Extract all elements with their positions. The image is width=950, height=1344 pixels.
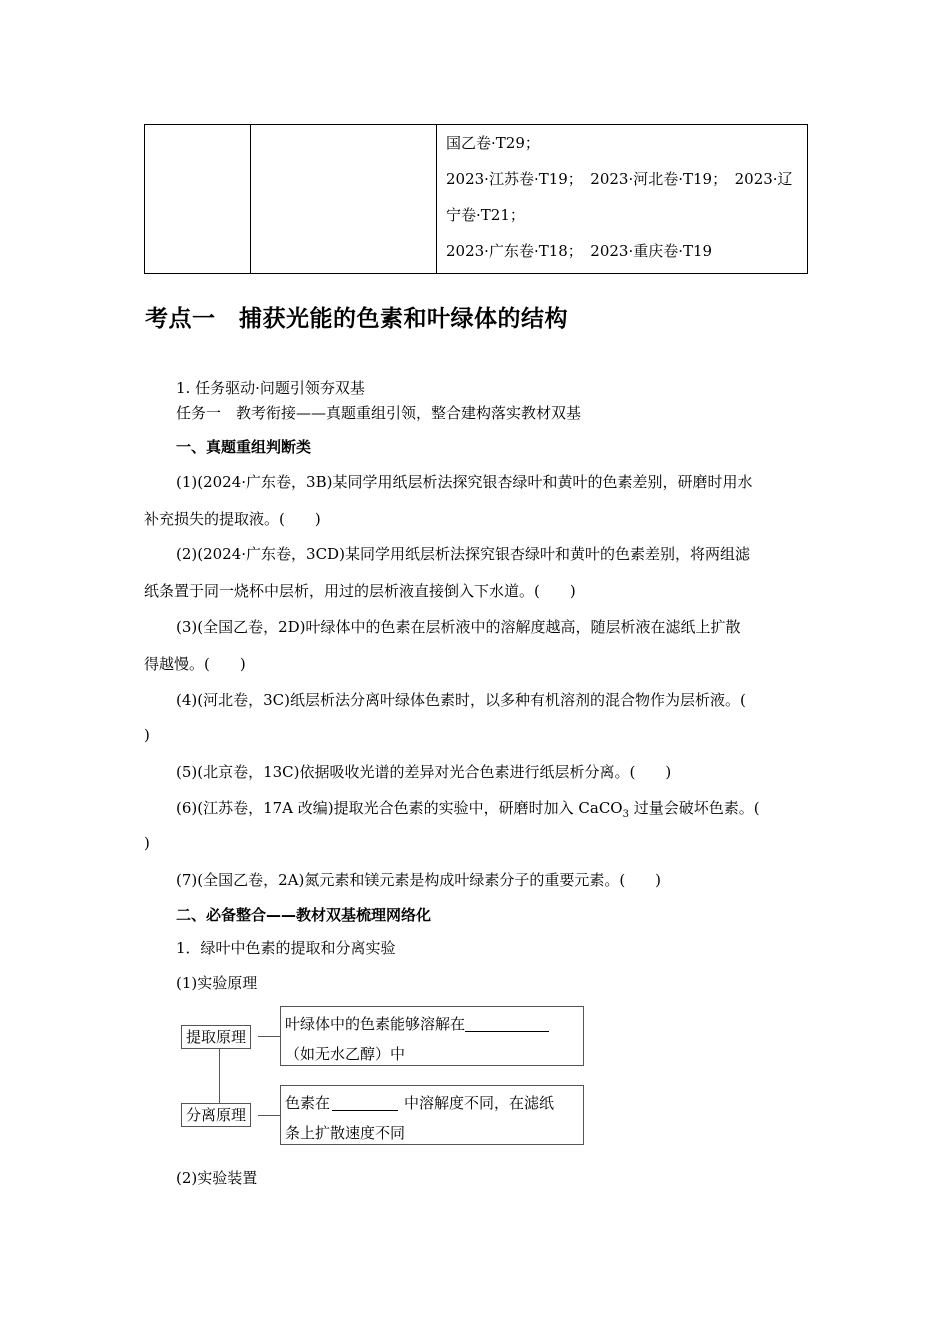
separate-principle-label: 分离原理	[181, 1103, 251, 1127]
separate-text-2: 条上扩散速度不同	[285, 1124, 406, 1142]
question-6-line-2: )	[144, 834, 150, 852]
subsection-1-2: (2)实验装置	[176, 1169, 258, 1187]
extract-text-2: （如无水乙醇）中	[285, 1045, 406, 1063]
fill-blank	[332, 1092, 398, 1111]
connector-dash	[258, 1036, 280, 1037]
question-3-line-1: (3)(全国乙卷，2D)叶绿体中的色素在层析液中的溶解度越高，随层析液在滤纸上扩散	[176, 618, 741, 636]
question-6-text-b: 过量会破坏色素。(	[628, 799, 760, 817]
table-line: 2023·广东卷·T18； 2023·重庆卷·T19	[446, 242, 713, 260]
subsection-1-1: (1)实验原理	[176, 974, 258, 992]
table-cell-empty-1	[145, 125, 251, 274]
task-line: 1. 任务驱动·问题引领夯双基	[176, 379, 365, 397]
question-4-line-2: )	[144, 726, 150, 744]
question-5: (5)(北京卷，13C)依据吸收光谱的差异对光合色素进行纸层析分离。( )	[176, 763, 672, 781]
section2-title: 二、必备整合——教材双基梳理网络化	[176, 906, 432, 924]
question-6-text-a: (6)(江苏卷，17A 改编)提取光合色素的实验中，研磨时加入 CaCO	[176, 799, 623, 817]
connector-dash	[258, 1115, 280, 1116]
question-6-line-1	[176, 797, 760, 820]
table-cell-references	[437, 125, 808, 274]
extract-text-1: 叶绿体中的色素能够溶解在	[285, 1015, 466, 1033]
table-line: 2023·江苏卷·T19； 2023·河北卷·T19； 2023·辽	[446, 170, 793, 188]
question-2-line-1: (2)(2024·广东卷，3CD)某同学用纸层析法探究银杏绿叶和黄叶的色素差别，将两组滤	[176, 545, 750, 563]
subsection-1: 1．绿叶中色素的提取和分离实验	[176, 939, 396, 957]
question-2-line-2: 纸条置于同一烧杯中层析，用过的层析液直接倒入下水道。( )	[144, 582, 576, 600]
table-line: 国乙卷·T29；	[446, 134, 540, 152]
table-line: 宁卷·T21；	[446, 206, 525, 224]
separate-text-b: 中溶解度不同，在滤纸	[404, 1094, 555, 1112]
section-heading: 考点一 捕获光能的色素和叶绿体的结构	[145, 306, 568, 332]
separate-text-a: 色素在	[285, 1094, 331, 1112]
question-1-line-2: 补充损失的提取液。( )	[144, 510, 321, 528]
question-7: (7)(全国乙卷，2A)氮元素和镁元素是构成叶绿素分子的重要元素。( )	[176, 871, 662, 889]
task-one-line: 任务一 教考衔接——真题重组引领，整合建构落实教材双基	[176, 404, 582, 422]
table-cell-empty-2	[251, 125, 437, 274]
question-1-line-1: (1)(2024·广东卷，3B)某同学用纸层析法探究银杏绿叶和黄叶的色素差别，研磨时用水	[176, 473, 753, 491]
section1-title: 一、真题重组判断类	[176, 438, 312, 456]
subscript-3: 3	[622, 809, 629, 820]
exam-reference-table	[144, 124, 808, 274]
extract-principle-box	[280, 1006, 584, 1066]
separate-principle-box	[280, 1085, 584, 1145]
fill-blank	[465, 1013, 549, 1032]
extract-principle-label: 提取原理	[181, 1025, 251, 1049]
question-3-line-2: 得越慢。( )	[144, 655, 246, 673]
question-4-line-1: (4)(河北卷，3C)纸层析法分离叶绿体色素时，以多种有机溶剂的混合物作为层析液。(	[176, 691, 746, 709]
principle-diagram	[180, 1005, 590, 1150]
